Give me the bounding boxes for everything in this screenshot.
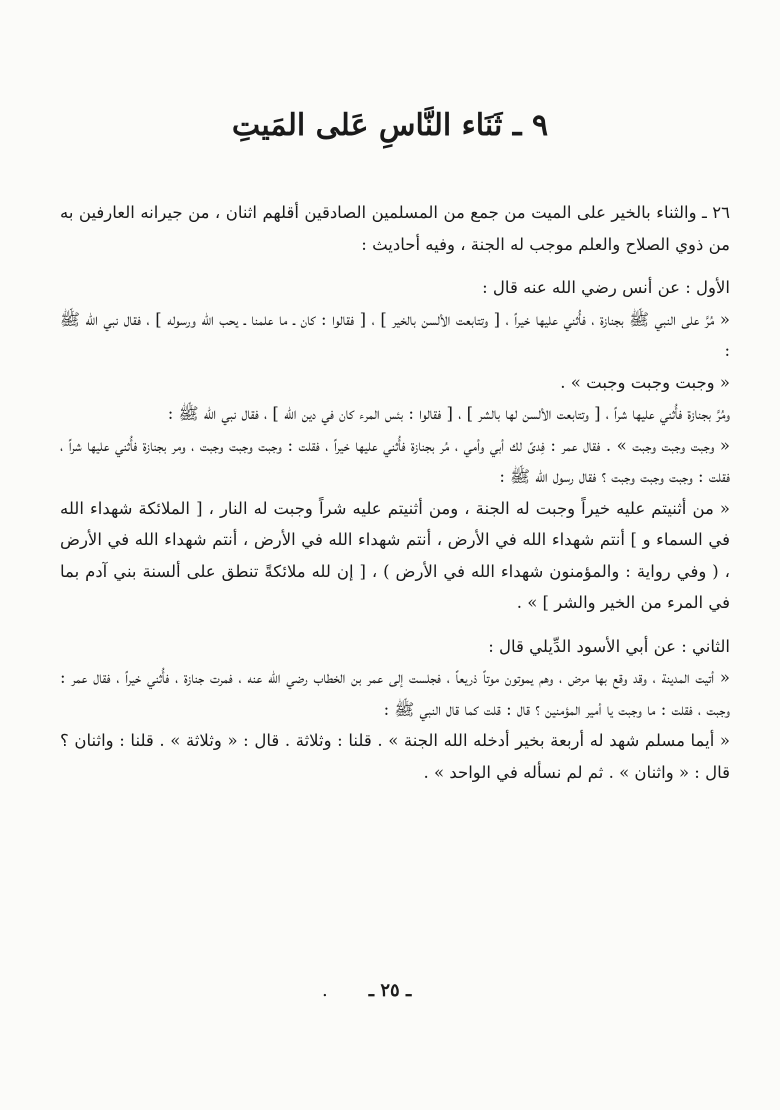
paragraph: « وجبت وجبت وجبت » . — [560, 372, 730, 392]
body-text — [60, 197, 730, 788]
footer-mark: . — [322, 980, 328, 1001]
page-number: ـ ٢٥ ـ — [368, 980, 412, 1001]
paragraph: « أيما مسلم شهد له أربعة بخير أدخله الله الجنة » . قلنا : وثلاثة . قال : « وثلاثة » . قلنا : واثنان ؟ قال : « واثنان » . ثم لم نسأله في الواحد » . — [60, 731, 730, 782]
page-footer — [0, 980, 780, 1001]
chapter-title: ٩ ـ ثَنَاء النَّاسِ عَلى المَيتِ — [231, 108, 549, 143]
paragraph: « مُرَّ على النبي ﷺ بجنازة ، فأُثني عليها خيراً ، [ وتتابعت الألسن بالخير ] ، [ فقالوا : كان ـ ما علمنا ـ يحب الله ورسوله ] ، فقال نبي الله ﷺ : — [60, 309, 730, 360]
paragraph: « أتيت المدينة ، وقد وقع بها مرض ، وهم يموتون موتاً ذريعاً ، فجلست إلى عمر بن الخطاب رضي الله عنه ، فمرت جنازة ، فأُثني خيراً ، فقال عمر : وجبت ، فقلت : ما وجبت يا أمير المؤمنين ؟ قال : قلت كما قال النبي ﷺ : — [60, 668, 730, 719]
paragraph: « وجبت وجبت وجبت » . فقال عمر : فِدىً لك أبي وأمي ، مُر بجنازة فأُثني عليها خيراً ، فقلت : وجبت وجبت وجبت ، ومر بجنازة فأُثني عليها شراً ، فقلت : وجبت وجبت وجبت ؟ فقال رسول الله ﷺ : — [60, 435, 730, 486]
paragraph: ومُرَّ بجنازة فأُثني عليها شراً ، [ وتتابعت الألسن لها بالشر ] ، [ فقالوا : بئس المرء كان في دين الله ] ، فقال نبي الله ﷺ : — [167, 404, 730, 423]
paragraph-intro: ٢٦ ـ والثناء بالخير على الميت من جمع من المسلمين الصادقين أقلهم اثنان ، من جيرانه العارفين به من ذوي الصلاح والعلم موجب له الجنة ، وفيه أحاديث : — [60, 203, 730, 254]
paragraph-second-heading: الثاني : عن أبي الأسود الدِّيلي قال : — [488, 636, 730, 656]
paragraph-first-heading: الأول : عن أنس رضي الله عنه قال : — [482, 278, 730, 297]
paragraph: « من أثنيتم عليه خيراً وجبت له الجنة ، ومن أثنيتم عليه شراً وجبت له النار ، [ الملائكة شهداء الله في السماء و ] أنتم شهداء الله في الأرض ، أنتم شهداء الله في الأرض ، أنتم شهداء الله في الأرض ، ( وفي رواية : والمؤمنون شهداء الله في الأرض ) ، [ إن لله ملائكةً تنطق على ألسنة بني آدم بما في المرء من الخير والشر ] » . — [60, 498, 730, 612]
